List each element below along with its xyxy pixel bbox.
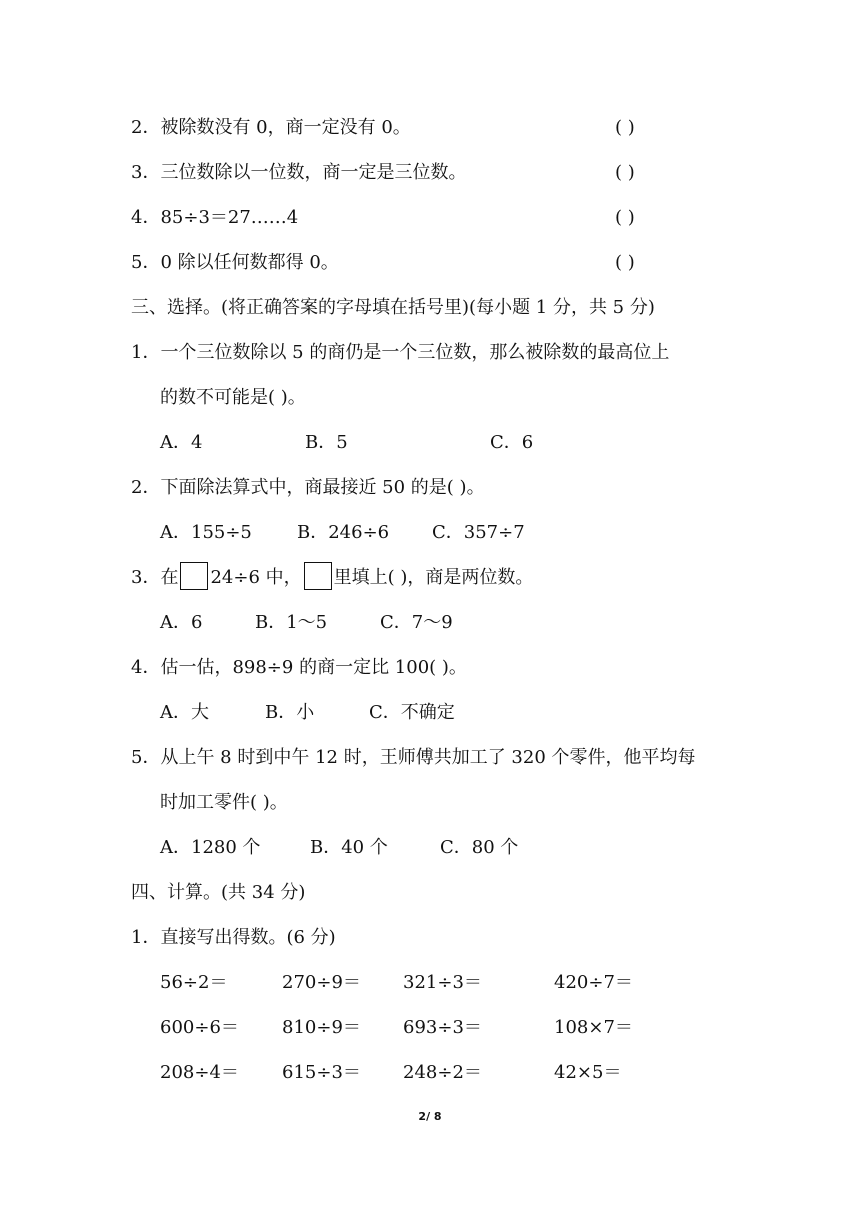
calc-item: 42×5＝ (554, 1062, 622, 1083)
question-5-line-1: 5．从上午 8 时到中午 12 时，王师傅共加工了 320 个零件，他平均每 (131, 747, 696, 768)
judge-item-4: 4．85÷3＝27……4 (131, 207, 299, 228)
option-a[interactable]: A．1280 个 (160, 837, 261, 858)
calc-item: 270÷9＝ (282, 972, 361, 993)
calc-item: 56÷2＝ (160, 972, 228, 993)
calc-item: 693÷3＝ (403, 1017, 482, 1038)
option-b[interactable]: B．5 (305, 432, 348, 453)
option-c[interactable]: C．80 个 (440, 837, 519, 858)
answer-paren[interactable]: ( ) (615, 252, 635, 273)
option-a[interactable]: A．大 (160, 702, 209, 723)
answer-paren[interactable]: ( ) (615, 207, 635, 228)
question-5-line-2: 时加工零件( )。 (160, 792, 288, 813)
answer-paren[interactable]: ( ) (615, 117, 635, 138)
answer-paren[interactable]: ( ) (615, 162, 635, 183)
calc-item: 248÷2＝ (403, 1062, 482, 1083)
question-2-options (160, 521, 525, 545)
option-c[interactable]: C．7～9 (380, 612, 453, 633)
calc-item: 615÷3＝ (282, 1062, 361, 1083)
page-number: 2/ 8 (418, 1110, 442, 1123)
judge-item-3: 3．三位数除以一位数，商一定是三位数。 (131, 162, 467, 183)
question-1-line-2: 的数不可能是( )。 (160, 387, 306, 408)
question-1-line-1: 1．一个三位数除以 5 的商仍是一个三位数，那么被除数的最高位上 (131, 342, 670, 363)
question-2-line-1: 2．下面除法算式中，商最接近 50 的是( )。 (131, 477, 485, 498)
option-b[interactable]: B．40 个 (310, 837, 388, 858)
calc-item: 420÷7＝ (554, 972, 633, 993)
question-1-options (160, 431, 533, 455)
judge-item-2: 2．被除数没有 0，商一定没有 0。 (131, 117, 411, 138)
option-a[interactable]: A．6 (160, 612, 203, 633)
calc-item: 208÷4＝ (160, 1062, 239, 1083)
option-a[interactable]: A．4 (160, 432, 203, 453)
calc-item: 321÷3＝ (403, 972, 482, 993)
option-b[interactable]: B．1～5 (255, 612, 328, 633)
question-4-line-1: 4．估一估，898÷9 的商一定比 100( )。 (131, 657, 467, 678)
question-3-text-c: 里填上( )，商是两位数。 (333, 567, 534, 588)
question-3-line-1 (131, 566, 533, 590)
question-3-text-a: 3．在 (131, 567, 179, 588)
question-5-options (160, 836, 518, 860)
section-4-title: 四、计算。(共 34 分) (131, 882, 306, 903)
calc-item: 108×7＝ (554, 1017, 633, 1038)
option-c[interactable]: C．不确定 (369, 702, 455, 723)
question-3-options (160, 611, 453, 635)
option-b[interactable]: B．小 (265, 702, 315, 723)
section-4-question-1: 1．直接写出得数。(6 分) (131, 927, 336, 948)
option-b[interactable]: B．246÷6 (297, 522, 390, 543)
blank-box[interactable] (180, 562, 208, 590)
option-c[interactable]: C．357÷7 (432, 522, 525, 543)
blank-box[interactable] (304, 562, 332, 590)
question-4-options (160, 701, 455, 725)
option-a[interactable]: A．155÷5 (160, 522, 252, 543)
section-3-title: 三、选择。(将正确答案的字母填在括号里)(每小题 1 分，共 5 分) (131, 297, 655, 318)
judge-item-5: 5．0 除以任何数都得 0。 (131, 252, 339, 273)
option-c[interactable]: C．6 (490, 432, 534, 453)
question-3-text-b: 24÷6 中， (210, 567, 302, 588)
calc-item: 600÷6＝ (160, 1017, 239, 1038)
calc-item: 810÷9＝ (282, 1017, 361, 1038)
